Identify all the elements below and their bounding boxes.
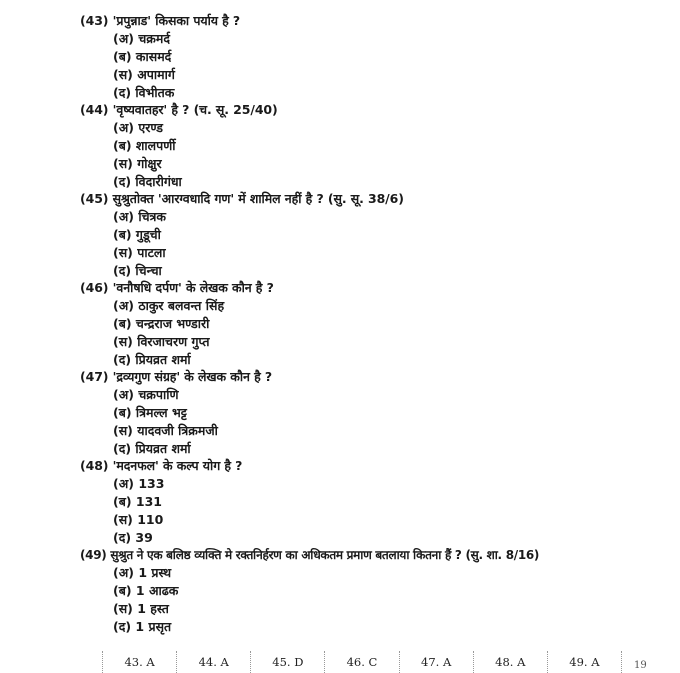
answer-48: 48. A (473, 651, 547, 673)
option-45-d: (द) चिन्चा (113, 263, 162, 278)
answer-44: 44. A (176, 651, 250, 673)
option-46-c: (स) विरजाचरण गुप्त (113, 334, 210, 349)
option-48-c: (स) 110 (113, 512, 164, 527)
option-48-d: (द) 39 (113, 530, 153, 545)
option-45-a: (अ) चित्रक (113, 209, 167, 224)
option-45-c: (स) पाटला (113, 245, 166, 260)
option-46-b: (ब) चन्द्रराज भण्डारी (113, 316, 210, 331)
option-47-b: (ब) त्रिमल्ल भट्ट (113, 405, 187, 420)
question-45: (45) सुश्रुतोक्त 'आरग्वधादि गण' में शामिल नहीं है ? (सु. सू. 38/6) (80, 191, 404, 206)
option-47-d: (द) प्रियव्रत शर्मा (113, 441, 191, 456)
option-43-d: (द) विभीतक (113, 85, 175, 100)
option-47-c: (स) यादवजी त्रिक्रमजी (113, 423, 218, 438)
option-44-c: (स) गोक्षुर (113, 156, 162, 171)
option-43-a: (अ) चक्रमर्द (113, 31, 170, 46)
option-49-d: (द) 1 प्रसृत (113, 619, 172, 634)
question-47: (47) 'द्रव्यगुण संग्रह' के लेखक कौन है ? (80, 369, 273, 384)
question-46: (46) 'वनौषधि दर्पण' के लेखक कौन है ? (80, 280, 274, 295)
option-48-a: (अ) 133 (113, 476, 165, 491)
question-48: (48) 'मदनफल' के कल्प योग है ? (80, 458, 243, 473)
question-43: (43) 'प्रपुन्नाड' किसका पर्याय है ? (80, 13, 241, 28)
option-47-a: (अ) चक्रपाणि (113, 387, 179, 402)
answer-49: 49. A (547, 651, 622, 673)
option-43-b: (ब) कासमर्द (113, 49, 172, 64)
option-46-a: (अ) ठाकुर बलवन्त सिंह (113, 298, 225, 313)
answer-43: 43. A (102, 651, 176, 673)
option-49-a: (अ) 1 प्रस्थ (113, 565, 172, 580)
option-46-d: (द) प्रियव्रत शर्मा (113, 352, 191, 367)
option-44-a: (अ) एरण्ड (113, 120, 163, 135)
option-45-b: (ब) गुडूची (113, 227, 161, 242)
option-48-b: (ब) 131 (113, 494, 163, 509)
answer-47: 47. A (399, 651, 473, 673)
page-number: 19 (634, 660, 647, 671)
option-43-c: (स) अपामार्ग (113, 67, 175, 82)
answer-46: 46. C (324, 651, 398, 673)
question-44: (44) 'वृष्यवातहर' है ? (च. सू. 25/40) (80, 102, 278, 117)
answer-45: 45. D (250, 651, 324, 673)
option-44-d: (द) विदारीगंधा (113, 174, 182, 189)
option-49-c: (स) 1 हस्त (113, 601, 169, 616)
question-49: (49) सुश्रुत ने एक बलिष्ठ व्यक्ति मे रक्तनिर्हरण का अधिकतम प्रमाण बतलाया कितना हैं ? (सु. शा. 8/16) (80, 548, 540, 562)
option-44-b: (ब) शालपर्णी (113, 138, 176, 153)
answer-key (102, 651, 622, 673)
option-49-b: (ब) 1 आढक (113, 583, 179, 598)
